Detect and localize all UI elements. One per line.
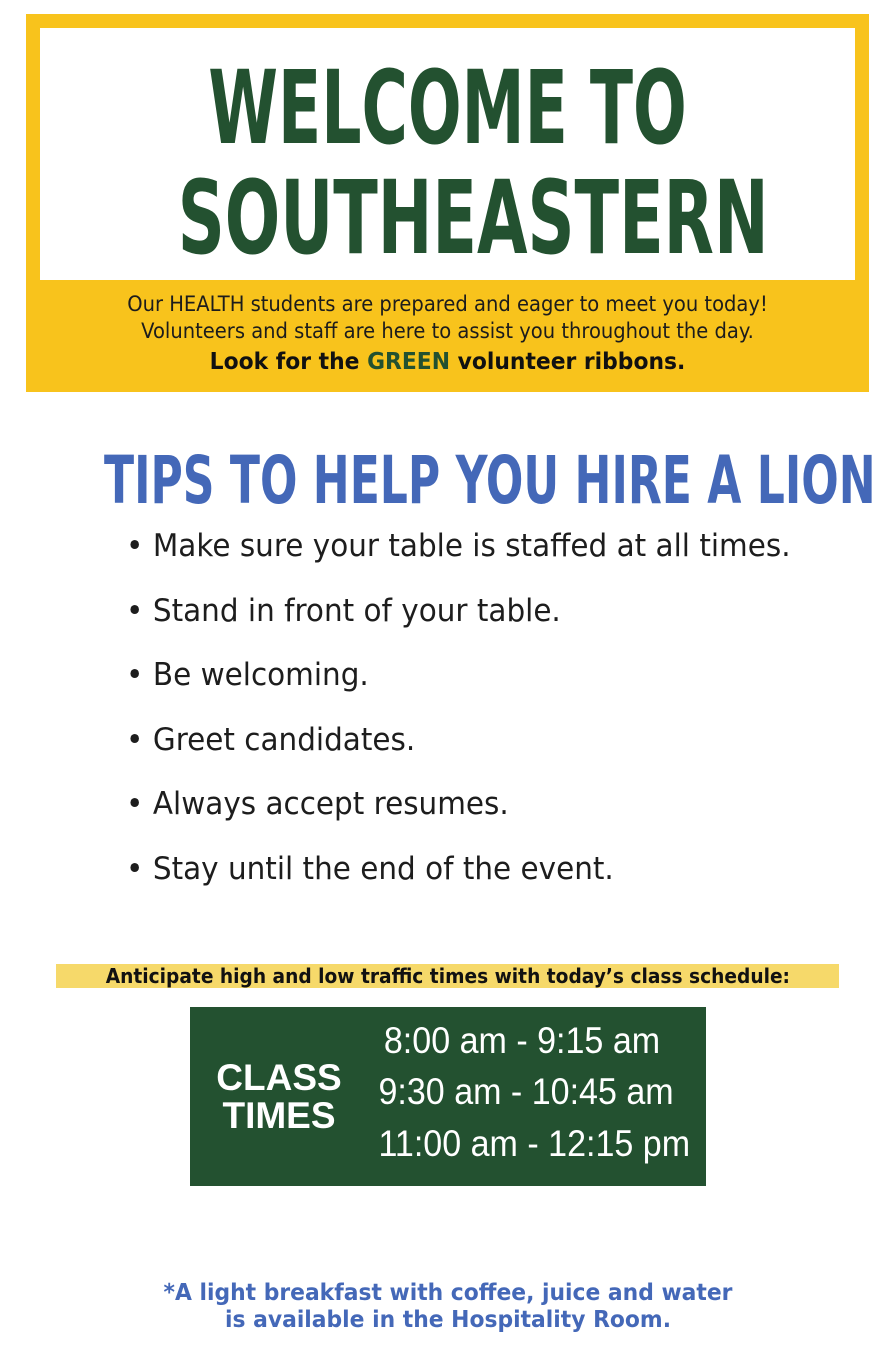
ribbon-highlight: GREEN	[367, 349, 450, 375]
schedule-note	[56, 964, 839, 988]
ribbon-suffix: volunteer ribbons.	[449, 349, 686, 375]
bullet-icon: •	[126, 786, 144, 823]
class-times-label	[204, 1059, 354, 1135]
tip-item	[126, 849, 791, 914]
bullet-icon: •	[126, 592, 144, 629]
tip-text: Stand in front of your table.	[152, 592, 561, 629]
bullet-icon: •	[126, 528, 144, 564]
ribbon-instruction	[47, 349, 848, 375]
welcome-title-line2: SOUTHEASTERN	[177, 159, 769, 278]
intro-text-line1: Our HEALTH students are prepared and eager to meet you today!	[127, 292, 768, 316]
welcome-title-line1: WELCOME TO	[208, 49, 687, 168]
hospitality-note-line1: *A light breakfast with coffee, juice and water	[163, 1280, 733, 1306]
tip-item	[126, 591, 791, 656]
tips-list	[126, 526, 826, 914]
tip-item	[126, 720, 791, 785]
bullet-icon: •	[126, 850, 144, 887]
class-label-line1: CLASS	[216, 1057, 342, 1098]
tip-item	[126, 784, 791, 849]
welcome-banner	[26, 14, 869, 392]
class-time-slot: 8:00 am - 9:15 am	[383, 1020, 661, 1061]
tip-text: Be welcoming.	[152, 657, 369, 694]
schedule-note-text: Anticipate high and low traffic times with today’s class schedule:	[105, 964, 790, 988]
bullet-icon: •	[126, 721, 144, 758]
tip-item	[126, 526, 791, 591]
tip-text: Always accept resumes.	[152, 786, 509, 823]
hospitality-note-line2: is available in the Hospitality Room.	[224, 1307, 671, 1333]
class-label-line2: TIMES	[222, 1095, 336, 1136]
tip-item	[126, 655, 791, 720]
ribbon-prefix: Look for the	[209, 349, 368, 375]
class-times-box	[190, 1007, 706, 1186]
class-time-slot: 11:00 am - 12:15 pm	[378, 1123, 691, 1164]
tips-heading: TIPS TO HELP YOU HIRE A LION	[104, 442, 876, 519]
intro-text-line2: Volunteers and staff are here to assist you throughout the day.	[141, 319, 754, 343]
tip-text: Make sure your table is staffed at all times.	[152, 528, 791, 564]
bullet-icon: •	[126, 657, 144, 694]
tip-text: Greet candidates.	[152, 721, 416, 758]
tip-text: Stay until the end of the event.	[152, 850, 614, 887]
class-time-slot: 9:30 am - 10:45 am	[378, 1071, 674, 1112]
